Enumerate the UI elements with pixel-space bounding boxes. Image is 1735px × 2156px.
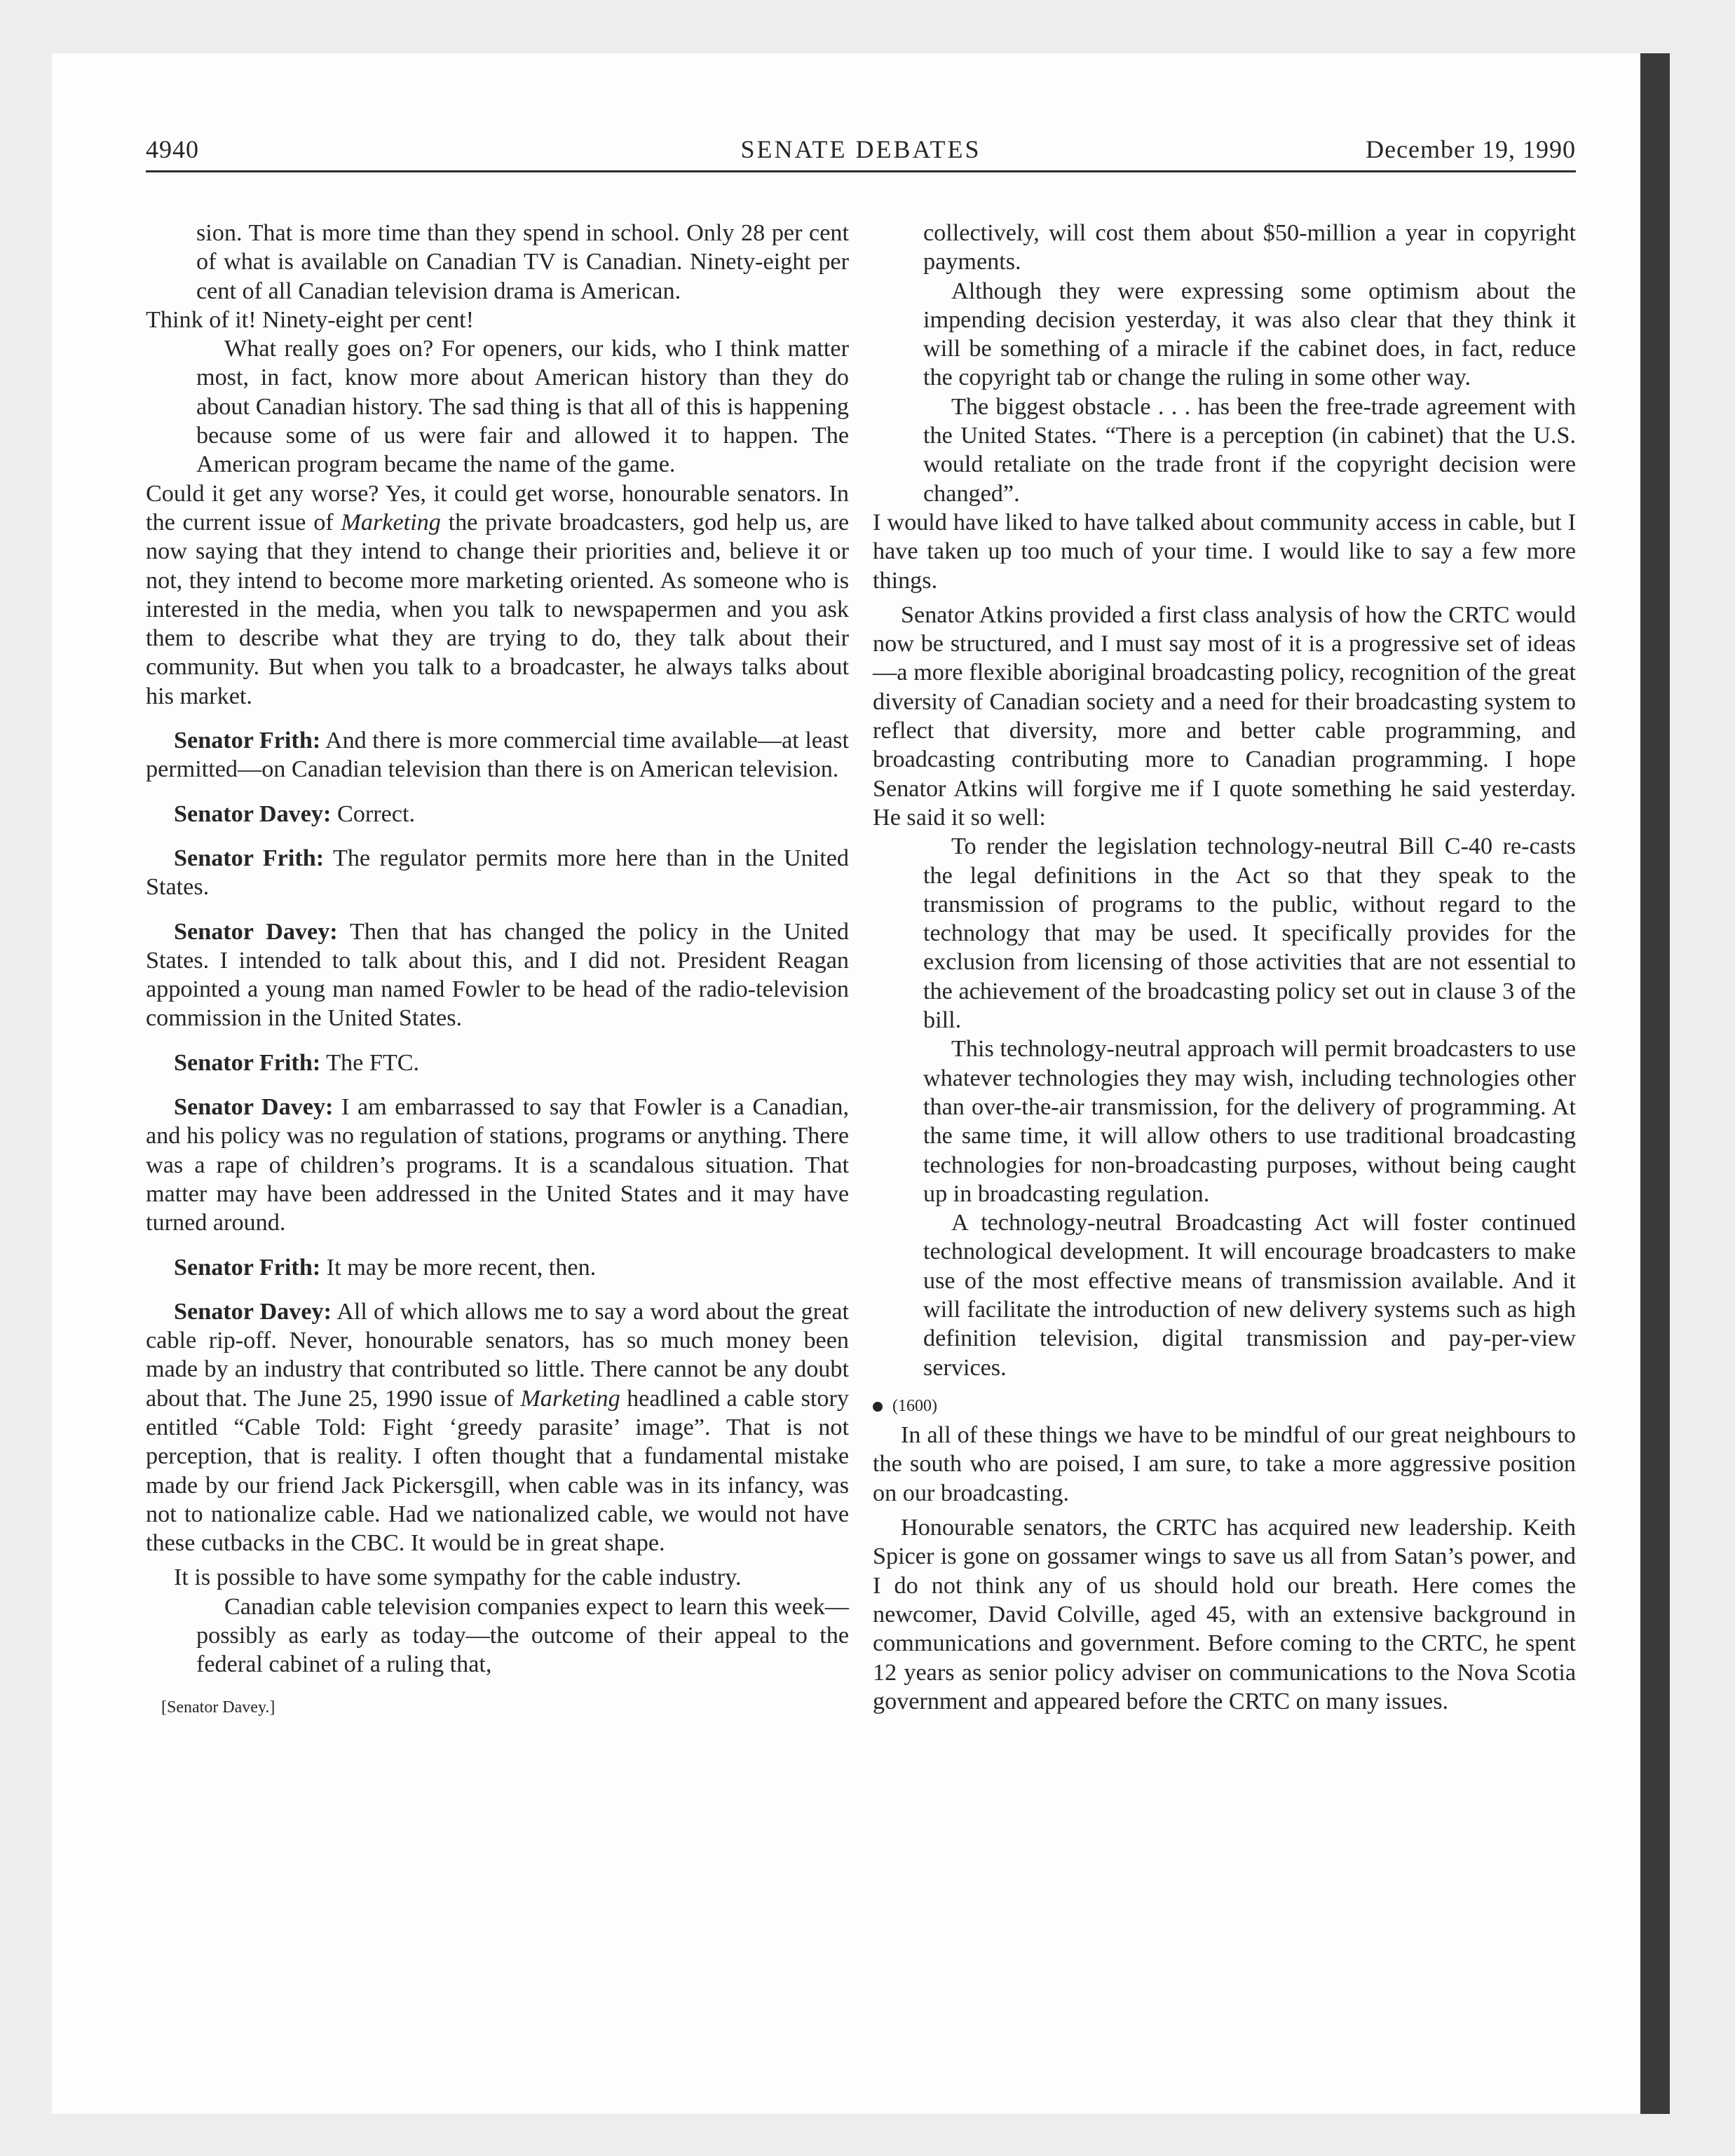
quote-block bbox=[146, 334, 849, 479]
quote-block bbox=[873, 832, 1576, 1382]
quote-paragraph: Canadian cable television companies expect to learn this week—possibly as early as today—the outcome of their appeal to the federal cabinet of a ruling that, bbox=[196, 1593, 849, 1678]
page-number: 4940 bbox=[146, 135, 199, 163]
speech: Senator Davey: All of which allows me to say a word about the great cable rip-off. Never, honourable senators, has so much money been made by an industry that contributed so little. There cannot be any doubt about that. The June 25, 1990 issue of Marketing headlined a cable story entitled “Cable Told: Fight ‘greedy parasite’ image”. That is not perception, that is reality. I often thought that a fundamental mistake made by our friend Jack Pickersgill, when cable was in its infancy, was not to nationalize cable. Had we nationalized cable, we would not have these cutbacks in the CBC. It would be in great shape. bbox=[146, 1298, 850, 1557]
speaker: Senator Davey: bbox=[174, 1298, 332, 1325]
quote-paragraph: sion. That is more time than they spend in school. Only 28 per cent of what is available on Canadian TV is Canadian. Ninety-eight per cent of all Canadian television drama is American. bbox=[196, 220, 849, 304]
speaker: Senator Frith: bbox=[174, 845, 325, 871]
speaker: Senator Frith: bbox=[174, 728, 321, 754]
quote-block bbox=[873, 219, 1576, 508]
paragraph: Senator Atkins provided a first class analysis of how the CRTC would now be structured, and I must say most of it is a progressive set of ideas—a more flexible aboriginal broadcasting policy, recognition of the great diversity of Canadian society and a need for their broadcasting system to reflect that diversity, more and better cable programming, and broadcasting contributing more to Canadian programming. I hope Senator Atkins will forgive me if I quote something he said yesterday. He said it so well: bbox=[873, 601, 1576, 831]
publication-name: Marketing bbox=[520, 1385, 620, 1412]
paragraph: Honourable senators, the CRTC has acquired new leadership. Keith Spicer is gone on gossamer wings to save us all from Satan’s power, and I do not think any of us should hold our breath. Here comes the newcomer, David Colville, aged 45, with an extensive background in communications and government. Before coming to the CRTC, he spent 12 years as senior policy adviser on communications to the Nova Scotia government and appeared before the CRTC on many issues. bbox=[873, 1515, 1576, 1714]
paragraph: In all of these things we have to be mindful of our great neighbours to the south who are poised, I am sure, to take a more aggressive position on our broadcasting. bbox=[873, 1422, 1576, 1506]
quote-paragraph: collectively, will cost them about $50-million a year in copyright payments. bbox=[923, 220, 1576, 275]
header-rule bbox=[146, 170, 1576, 172]
time-marker: (1600) bbox=[873, 1392, 1576, 1421]
speech: Senator Davey: I am embarrassed to say that Fowler is a Canadian, and his policy was no regulation of stations, programs or anything. There was a rape of children’s programs. It is a scandalous situation. That matter may have been addressed in the United States and it may have turned around. bbox=[146, 1094, 850, 1236]
speaker: Senator Davey: bbox=[174, 800, 332, 827]
paragraph: I would have liked to have talked about community access in cable, but I have taken up too much of your time. I would like to say a few more things. bbox=[873, 509, 1576, 594]
publication-name: Marketing bbox=[341, 509, 441, 535]
quote-paragraph: The biggest obstacle . . . has been the free-trade agreement with the United States. “There is a perception (in cabinet) that the U.S. would retaliate on the trade front if the copyright decision were changed”. bbox=[923, 393, 1576, 507]
bullet-icon bbox=[873, 1402, 883, 1412]
speech: Senator Frith: And there is more commercial time available—at least permitted—on Canadian television than there is on American television. bbox=[146, 728, 849, 783]
speaker: Senator Frith: bbox=[174, 1049, 321, 1076]
quote-paragraph: Although they were expressing some optimism about the impending decision yesterday, it was also clear that they think it will be something of a miracle if the cabinet does, in fact, reduce the copyright tab or change the ruling in some other way. bbox=[923, 278, 1576, 391]
publication-title: SENATE DEBATES bbox=[740, 135, 981, 163]
page-date: December 19, 1990 bbox=[1366, 135, 1576, 163]
quote-block bbox=[146, 219, 849, 306]
speech: Senator Frith: The FTC. bbox=[174, 1049, 420, 1076]
right-column bbox=[873, 219, 1576, 1716]
scan-edge bbox=[1640, 53, 1670, 2114]
quote-paragraph: This technology-neutral approach will permit broadcasters to use whatever technologies they may wish, including technologies other than over-the-air transmission, for the delivery of programming. At the same time, it will allow others to use traditional broadcasting technologies for non-broadcasting purposes, without being caught up in broadcasting regulation. bbox=[923, 1036, 1576, 1207]
speaker: Senator Davey: bbox=[174, 1094, 334, 1121]
quote-paragraph: A technology-neutral Broadcasting Act will foster continued technological development. It will encourage broadcasters to make use of the most effective means of transmission available. And it will facilitate the introduction of new delivery systems such as high definition television, digital transmission and pay-per-view services. bbox=[923, 1210, 1576, 1381]
speech: Senator Davey: Then that has changed the policy in the United States. I intended to talk about this, and I did not. President Reagan appointed a young man named Fowler to be head of the radio-television commission in the United States. bbox=[146, 918, 849, 1032]
quote-paragraph: To render the legislation technology-neutral Bill C-40 re-casts the legal definitions in the Act so that they speak to the transmission of programs to the public, without regard to the technology that may be used. It specifically provides for the exclusion from licensing of those activities that are not essential to the achievement of the broadcasting policy set out in clause 3 of the bill. bbox=[923, 833, 1576, 1034]
quote-block bbox=[146, 1592, 849, 1679]
speech: Senator Frith: It may be more recent, then. bbox=[174, 1254, 597, 1281]
speaker: Senator Davey: bbox=[174, 918, 338, 945]
paragraph: Think of it! Ninety-eight per cent! bbox=[146, 306, 475, 333]
speech: Senator Davey: Correct. bbox=[174, 800, 416, 827]
speaker: Senator Frith: bbox=[174, 1254, 321, 1281]
paragraph: It is possible to have some sympathy for the cable industry. bbox=[174, 1564, 742, 1591]
quote-paragraph: What really goes on? For openers, our kids, who I think matter most, in fact, know more about American history than they do about Canadian history. The sad thing is that all of this is happening because some of us were fair and allowed it to happen. The American program became the name of the game. bbox=[196, 336, 849, 478]
left-column bbox=[146, 219, 849, 1721]
speech: Senator Frith: The regulator permits more here than in the United States. bbox=[146, 845, 850, 901]
continuation-note: [Senator Davey.] bbox=[161, 1698, 275, 1717]
paragraph: Could it get any worse? Yes, it could get worse, honourable senators. In the current issue of Marketing the private broadcasters, god help us, are now saying that they intend to change their priorities and, believe it or not, they intend to become more marketing oriented. As someone who is interested in the media, when you talk to newspapermen and you ask them to describe what they are trying to do, they talk about their community. But when you talk to a broadcaster, he always talks about his market. bbox=[146, 480, 849, 709]
